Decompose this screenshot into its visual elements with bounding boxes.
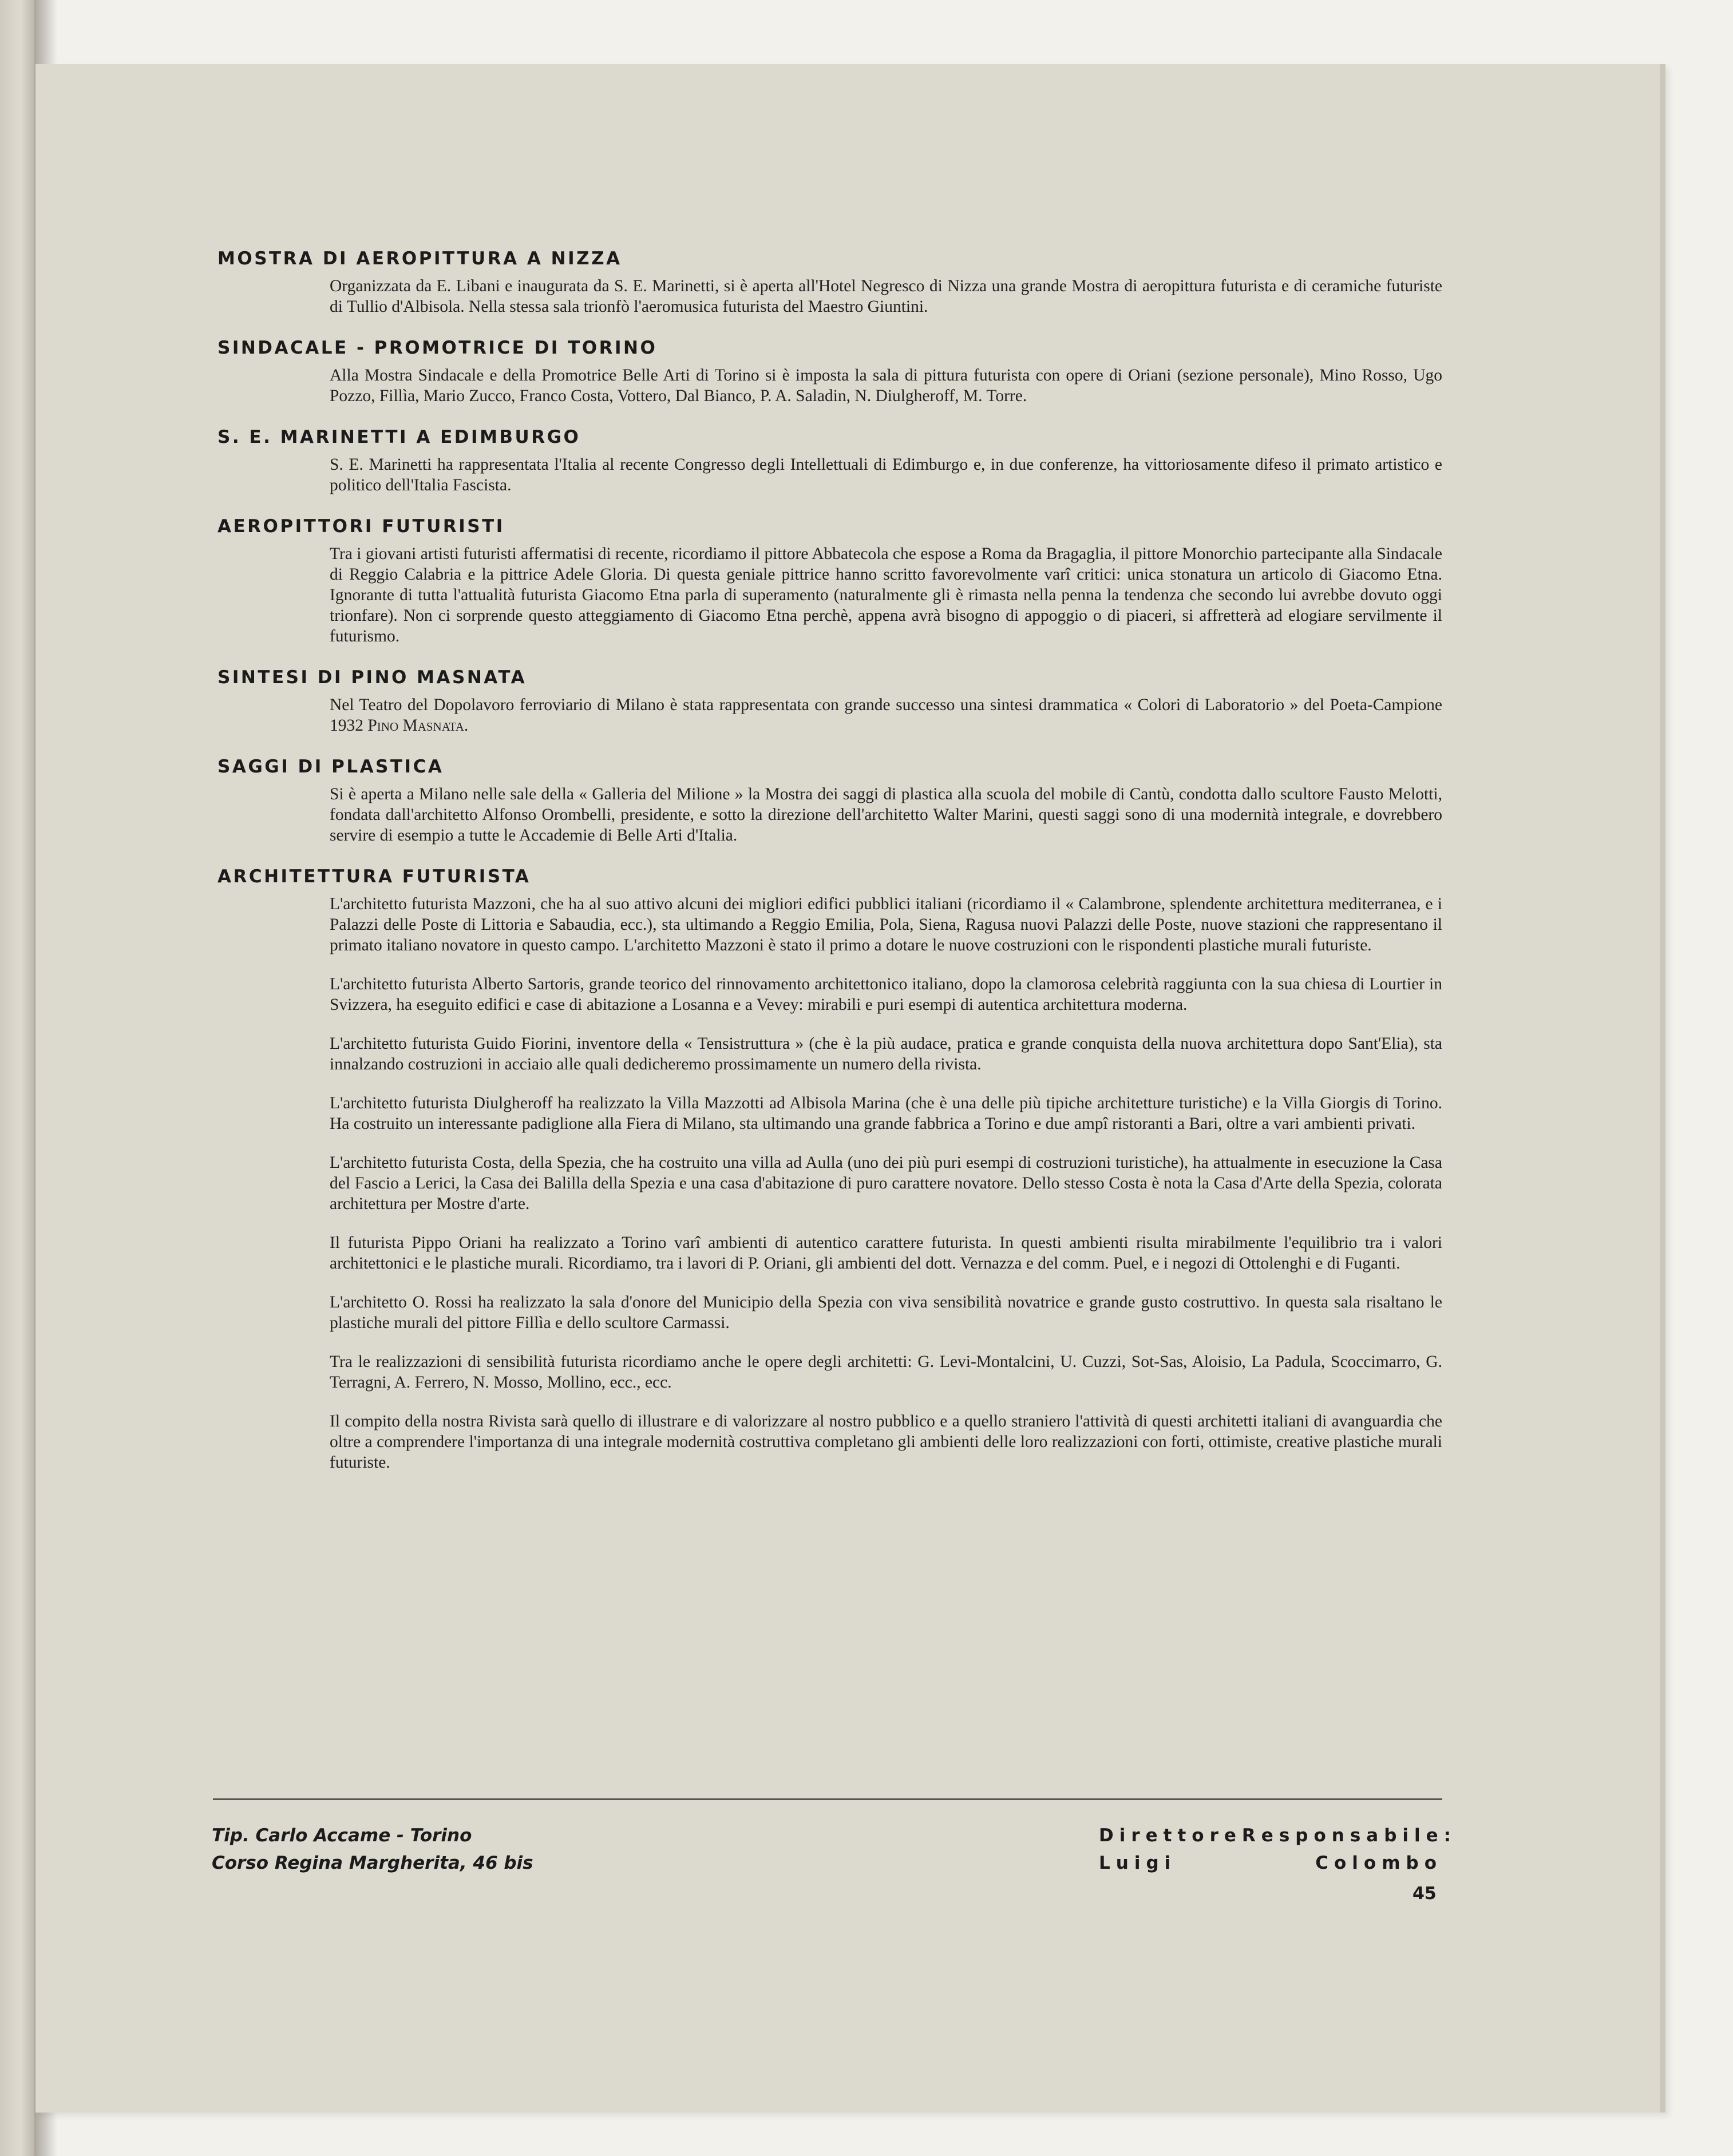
section-aeropittori-futuristi [217, 515, 1442, 647]
section-saggi-plastica [217, 755, 1442, 846]
section-heading: MOSTRA DI AEROPITTURA A NIZZA [217, 248, 622, 269]
responsible-label: Responsabile: [1241, 1825, 1457, 1846]
director-label-row [1099, 1822, 1457, 1849]
section-mostra-aeropittura [217, 247, 1442, 317]
section-paragraph: L'architetto futurista Guido Fiorini, inventore della « Tensistruttura » (che è la più audace, pratica e grande conquista della nuova architettura dopo Sant'Elia), sta innalzando costruzioni in acciaio alle quali dedicheremo prossimamente un numero della rivista. [330, 1035, 1442, 1073]
section-paragraph: L'architetto futurista Diulgheroff ha realizzato la Villa Mazzotti ad Albisola Marina (che è una delle più tipiche architetture turistiche) e la Villa Giorgis di Torino. Ha costruito un interessante padiglione alla Fiera di Milano, sta ultimando una grande fabbrica a Torino e due ampî ristoranti a Bari, oltre a vari ambienti privati. [330, 1094, 1442, 1133]
printer-info [212, 1822, 533, 1877]
section-sintesi-masnata [217, 666, 1442, 736]
section-heading: S. E. MARINETTI A EDIMBURGO [217, 427, 581, 447]
section-heading: SAGGI DI PLASTICA [217, 756, 444, 777]
section-paragraph: L'architetto futurista Mazzoni, che ha al suo attivo alcuni dei migliori edifici pubblici italiani (ricordiamo il « Calambrone, splendente architettura mediterranea, e i Palazzi delle Poste di Littoria e Sabaudia, ecc.), sta ultimando a Reggio Emilia, Pola, Siena, Ragusa nuovi Palazzi delle Poste, nuove stazioni che rappresentano il primato italiano novatore in questo campo. L'architetto Mazzoni è stato il primo a dotare le nuove costruzioni con le rispondenti plastiche murali futuriste. [330, 895, 1442, 954]
director-label: Direttore [1099, 1825, 1242, 1846]
page-number: 45 [1412, 1884, 1437, 1904]
director-info [1099, 1822, 1457, 1877]
section-marinetti-edimburgo [217, 426, 1442, 496]
section-paragraph: Tra le realizzazioni di sensibilità futurista ricordiamo anche le opere degli architetti: G. Levi-Montalcini, U. Cuzzi, Sot-Sas, Aloisio, La Padula, Scoccimarro, G. Terragni, A. Ferrero, N. Mosso, Mollino, ecc., ecc. [330, 1353, 1442, 1392]
printer-address: Corso Regina Margherita, 46 bis [212, 1853, 533, 1873]
section-architettura-futurista [217, 865, 1442, 1473]
printer-name: Tip. Carlo Accame - Torino [212, 1825, 472, 1846]
director-name-row [1099, 1849, 1442, 1877]
section-heading: SINDACALE - PROMOTRICE DI TORINO [217, 338, 658, 358]
section-sindacale-promotrice [217, 336, 1442, 406]
section-paragraph [330, 695, 1442, 736]
section-heading: ARCHITETTURA FUTURISTA [217, 866, 531, 887]
article-column [217, 247, 1442, 1492]
section-paragraph: Il futurista Pippo Oriani ha realizzato a Torino varî ambienti di autentico carattere futurista. In questi ambienti risulta mirabilmente l'equilibrio tra i valori architettonici e le plastiche murali. Ricordiamo, tra i lavori di P. Oriani, gli ambienti del dott. Vernazza e del comm. Puel, e i negozi di Ottolenghi e di Fuganti. [330, 1234, 1442, 1273]
section-heading: AEROPITTORI FUTURISTI [217, 516, 505, 537]
section-paragraph: Il compito della nostra Rivista sarà quello di illustrare e di valorizzare al nostro pubblico e a quello straniero l'attività di questi architetti italiani di avanguardia che oltre a comprendere l'importanza di una integrale modernità costruttiva completano gli ambienti delle loro realizzazioni con forti, ottimiste, creative plastiche murali futuriste. [330, 1412, 1442, 1472]
section-heading: SINTESI DI PINO MASNATA [217, 667, 527, 688]
facing-page-edge [0, 0, 34, 2156]
section-paragraph: S. E. Marinetti ha rappresentata l'Italia al recente Congresso degli Intellettuali di Edimburgo e, in due conferenze, ha vittoriosamente difeso il primato artistico e politico dell'Italia Fascista. [330, 455, 1442, 494]
section-paragraph: Organizzata da E. Libani e inaugurata da S. E. Marinetti, si è aperta all'Hotel Negresco di Nizza una grande Mostra di aeropittura futurista e di ceramiche futuriste di Tullio d'Albisola. Nella stessa sala trionfò l'aeromusica futurista del Maestro Giuntini. [330, 277, 1442, 316]
section-paragraph: Tra i giovani artisti futuristi affermatisi di recente, ricordiamo il pittore Abbatecola che espose a Roma da Bragaglia, il pittore Monorchio partecipante alla Sindacale di Reggio Calabria e la pittrice Adele Gloria. Di questa geniale pittrice hanno scritto favorevolmente varî critici: unica stonatura un articolo di Giacomo Etna. Ignorante di tutta l'attualità futurista Giacomo Etna parla di superamento (naturalmente gli è rimasta nella penna la tendenza che secondo lui avrebbe dovuto oggi trionfare). Non ci sorprende questo atteggiamento di Giacomo Etna perchè, appena avrà bisogno di appoggio o di piaceri, si affretterà ad elogiare servilmente il futurismo. [330, 545, 1442, 645]
section-paragraph: Alla Mostra Sindacale e della Promotrice Belle Arti di Torino si è imposta la sala di pittura futurista con opere di Oriani (sezione personale), Mino Rosso, Ugo Pozzo, Fillìa, Mario Zucco, Franco Costa, Vottero, Dal Bianco, P. A. Saladin, N. Diulgheroff, M. Torre. [330, 366, 1442, 405]
director-last-name: Colombo [1315, 1853, 1442, 1873]
director-first-name: Luigi [1099, 1853, 1177, 1873]
section-paragraph: L'architetto futurista Costa, della Spezia, che ha costruito una villa ad Aulla (uno dei più puri esempi di costruzioni turistiche), ha attualmente in esecuzione la Casa del Fascio a Lerici, la Casa dei Balilla della Spezia e una casa d'abitazione di puro carattere novatore. Dello stesso Costa è nota la Casa d'Arte della Spezia, colorata architettura per Mostre d'arte. [330, 1154, 1442, 1213]
author-name: Pino Masnata [367, 716, 464, 735]
section-paragraph: Si è aperta a Milano nelle sale della « Galleria del Milione » la Mostra dei saggi di plastica alla scuola del mobile di Cantù, condotta dallo scultore Fausto Melotti, fondata dall'architetto Alfonso Orombelli, presidente, e sotto la direzione dell'architetto Walter Marini, questi saggi sono di una modernità integrale, e dovrebbero servire di esempio a tutte le Accademie di Belle Arti d'Italia. [330, 785, 1442, 845]
section-paragraph: L'architetto futurista Alberto Sartoris, grande teorico del rinnovamento architettonico italiano, dopo la clamorosa celebrità raggiunta con la sua chiesa di Lourtier in Svizzera, ha eseguito edifici e case di abitazione a Losanna e a Vevey: mirabili e puri esempi di autentica architettura moderna. [330, 975, 1442, 1014]
paragraph-text: Nel Teatro del Dopolavoro ferroviario di Milano è stata rappresentata con grande successo una sintesi drammatica « Colori di Laboratorio » del Poeta-Campione 1932 [330, 696, 1442, 735]
author-suffix: . [464, 716, 469, 735]
footer-divider [213, 1798, 1442, 1800]
section-paragraph: L'architetto O. Rossi ha realizzato la sala d'onore del Municipio della Spezia con viva sensibilità novatrice e grande gusto costruttivo. In questa sala risaltano le plastiche murali del pittore Fillìa e dello scultore Carmassi. [330, 1293, 1442, 1332]
